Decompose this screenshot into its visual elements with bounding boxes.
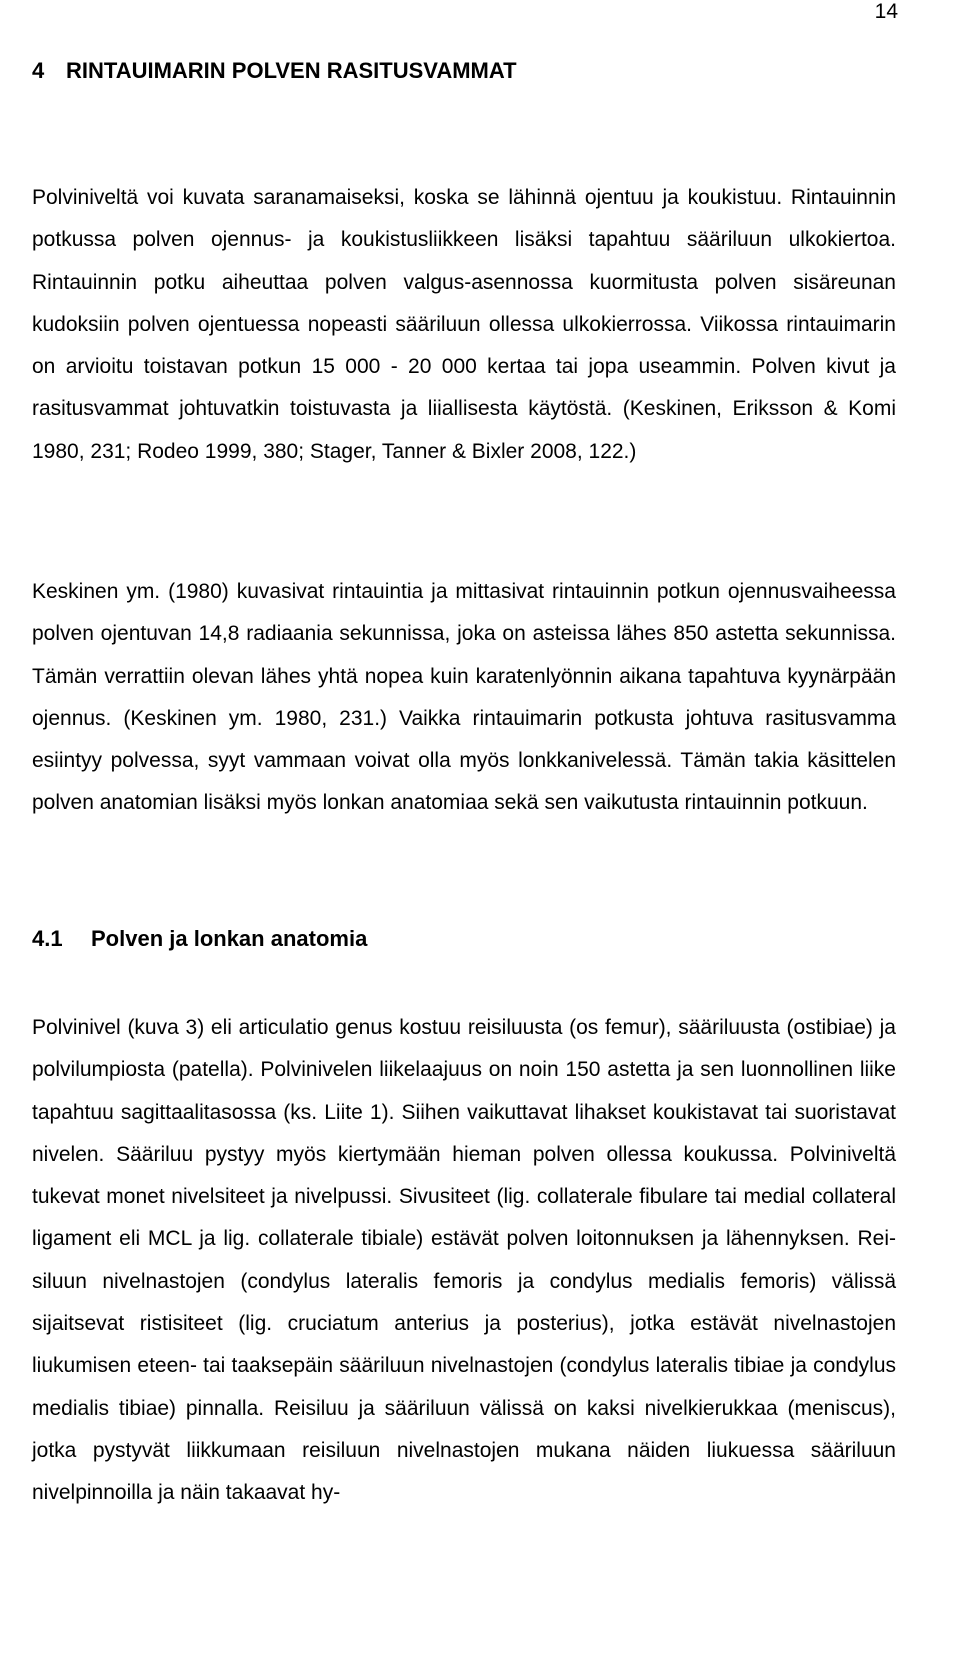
paragraph-kick-velocity: Keskinen ym. (1980) kuvasivat rintauintia ja mittasivat rintauinnin potkun ojennusvaiheessa polven ojentuvan 14,8 radiaania sekunnissa, joka on asteissa lähes 850 astetta sekunnissa. Tämän verrattiin olevan lähes yhtä nopea kuin karatenlyönnin aikana tapahtuva kyynärpään ojennus. (Keskinen ym. 1980, 231.) Vaikka rintauimarin potkusta johtuva rasitusvamma esiintyy polvessa, syyt vammaan voivat olla myös lonkkanivelessä. Tämän takia käsittelen polven anatomian lisäksi myös lonkan anatomiaa sekä sen vaikutusta rintauinnin potkuun. [32,580,896,815]
paragraph-knee-kinematics: Polviniveltä voi kuvata saranamaiseksi, koska se lähinnä ojentuu ja koukistuu. Rintauinnin potkussa polven ojennus- ja koukistusliikkeen lisäksi tapahtuu sääriluun ulkokiertoa. Rintauinnin potku aiheuttaa polven valgus-asennossa kuormitusta polven sisäreunan kudoksiin polven ojentuessa nopeasti sääriluun ollessa ulkokierrossa. Viikossa rintauimarin on arvioitu toistavan potkun 15 000 - 20 000 kertaa tai jopa useammin. Polven kivut ja rasitusvammat johtuvatkin toistuvasta ja liiallisesta käytöstä. (Keskinen, Eriksson & Komi 1980, 231; Rodeo 1999, 380; Stager, Tanner & Bixler 2008, 122.) [32,186,896,463]
section-heading [32,924,367,954]
chapter-title: RINTAUIMARIN POLVEN RASITUSVAMMAT [66,58,517,83]
chapter-heading [32,56,517,86]
page-number: 14 [874,0,898,23]
chapter-number: 4 [32,58,45,83]
section-number: 4.1 [32,926,63,951]
paragraph-knee-anatomy: Polvinivel (kuva 3) eli articulatio genus kostuu reisiluusta (os femur), sääriluusta (ostibiae) ja polvilumpiosta (patella). Polvinivelen liikelaajuus on noin 150 astetta ja sen luonnollinen liike tapahtuu sagittaalitasossa (ks. Liite 1). Siihen vaikuttavat lihakset koukistavat tai suoristavat nivelen. Sääriluu pystyy myös kiertymään hieman polven ollessa koukussa. Polviniveltä tukevat monet nivelsiteet ja nivelpussi. Sivusiteet (lig. collaterale fibulare tai medial collateral ligament eli MCL ja lig. collaterale tibiale) estävät polven loitonnuksen ja lähennyksen. Reisiluun nivelnastojen (condylus lateralis femoris ja condylus medialis femoris) välissä sijaitsevat ristisiteet (lig. cruciatum anterius ja posterius), jotka estävät nivelnastojen liukumisen eteen- tai taaksepäin sääriluun nivelnastojen (condylus lateralis tibiae ja condylus medialis tibiae) pinnalla. Reisiluu ja sääriluun välissä on kaksi nivelkierukkaa (meniscus), jotka pystyvät liikkumaan reisiluun nivelnastojen mukana näiden liukuessa sääriluun nivelpinnoilla ja näin takaavat hy- [32,1016,896,1505]
section-title: Polven ja lonkan anatomia [91,926,368,951]
